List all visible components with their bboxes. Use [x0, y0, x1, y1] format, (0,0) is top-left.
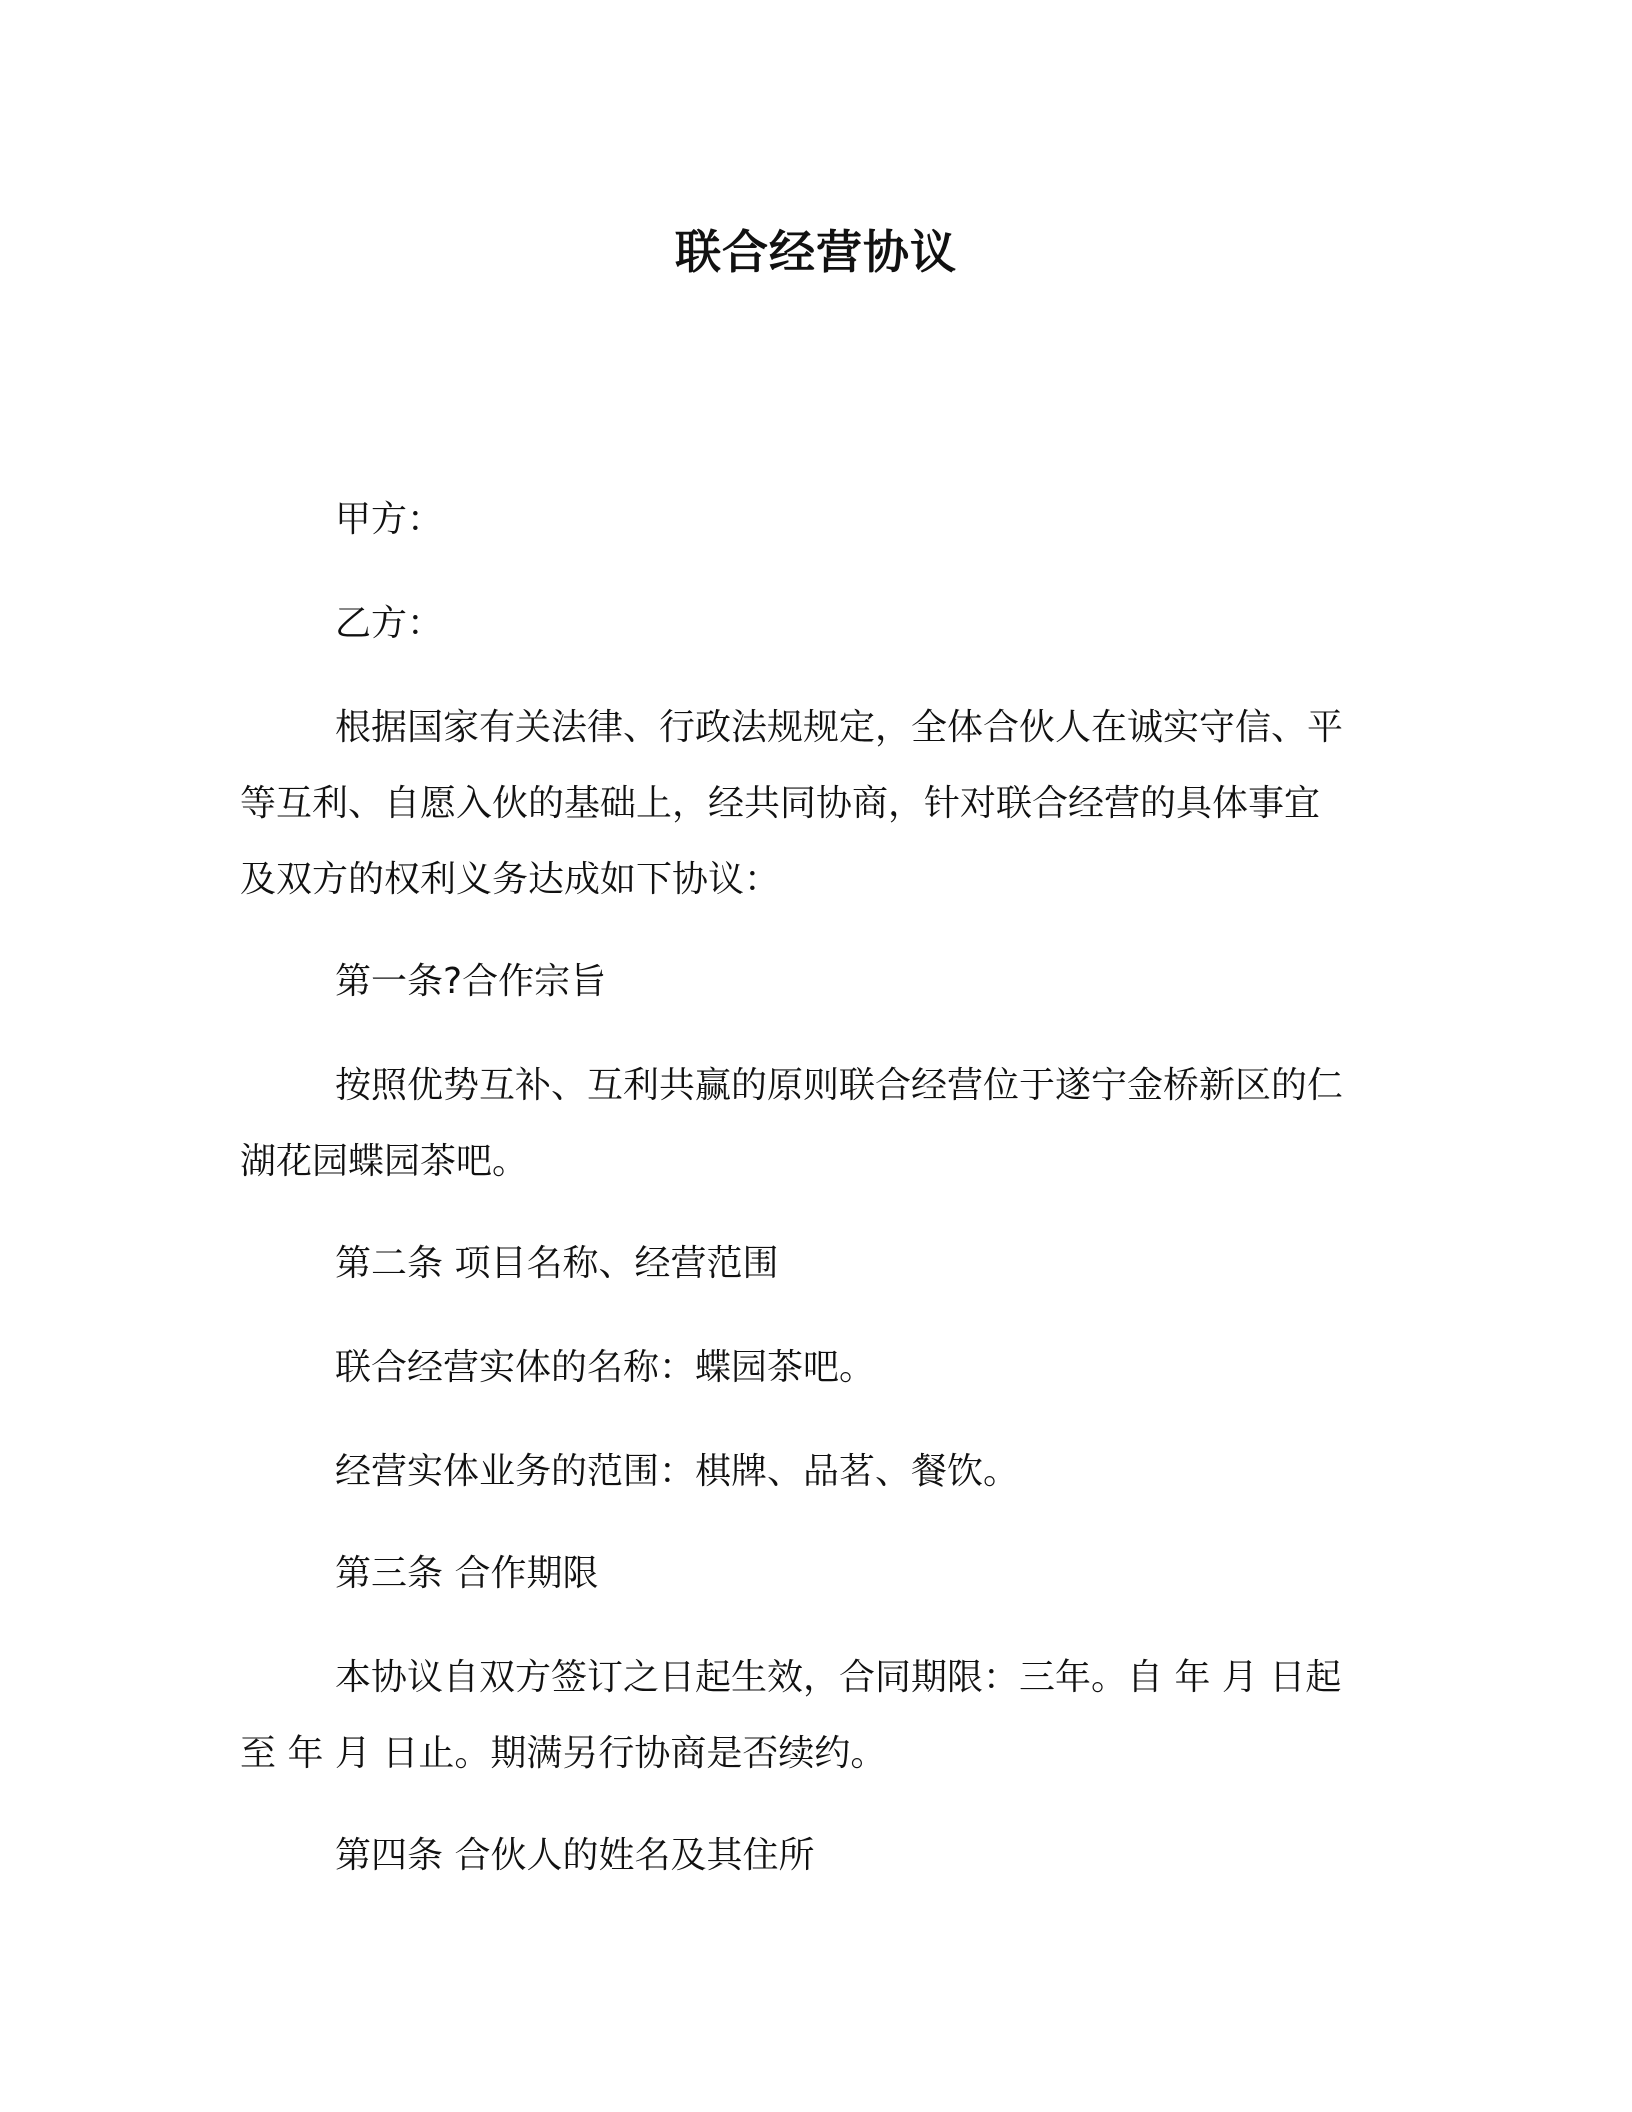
document-title: 联合经营协议: [675, 225, 957, 279]
article-3-text-line-1: 本协议自双方签订之日起生效，合同期限：三年。自 年 月 日起: [335, 1657, 1342, 1698]
party-a-label: 甲方：: [335, 499, 444, 540]
business-scope-line: 经营实体业务的范围：棋牌、品茗、餐饮。: [335, 1451, 1020, 1492]
preamble-line-2: 等互利、自愿入伙的基础上，经共同协商，针对联合经营的具体事宜: [240, 783, 1321, 824]
article-3-text-line-2: 至 年 月 日止。期满另行协商是否续约。: [240, 1733, 887, 1774]
article-1-text-line-2: 湖花园蝶园茶吧。: [240, 1141, 529, 1182]
preamble-line-3: 及双方的权利义务达成如下协议：: [240, 859, 781, 900]
article-4-heading: 第四条 合伙人的姓名及其住所: [335, 1835, 815, 1876]
article-1-heading: 第一条?合作宗旨: [335, 961, 607, 1002]
article-1-text-line-1: 按照优势互补、互利共赢的原则联合经营位于遂宁金桥新区的仁: [335, 1065, 1344, 1106]
article-3-heading: 第三条 合作期限: [335, 1553, 599, 1594]
article-2-heading: 第二条 项目名称、经营范围: [335, 1243, 779, 1284]
entity-name-line: 联合经营实体的名称：蝶园茶吧。: [335, 1347, 876, 1388]
party-b-label: 乙方：: [335, 603, 444, 644]
preamble-line-1: 根据国家有关法律、行政法规规定，全体合伙人在诚实守信、平: [335, 707, 1344, 748]
